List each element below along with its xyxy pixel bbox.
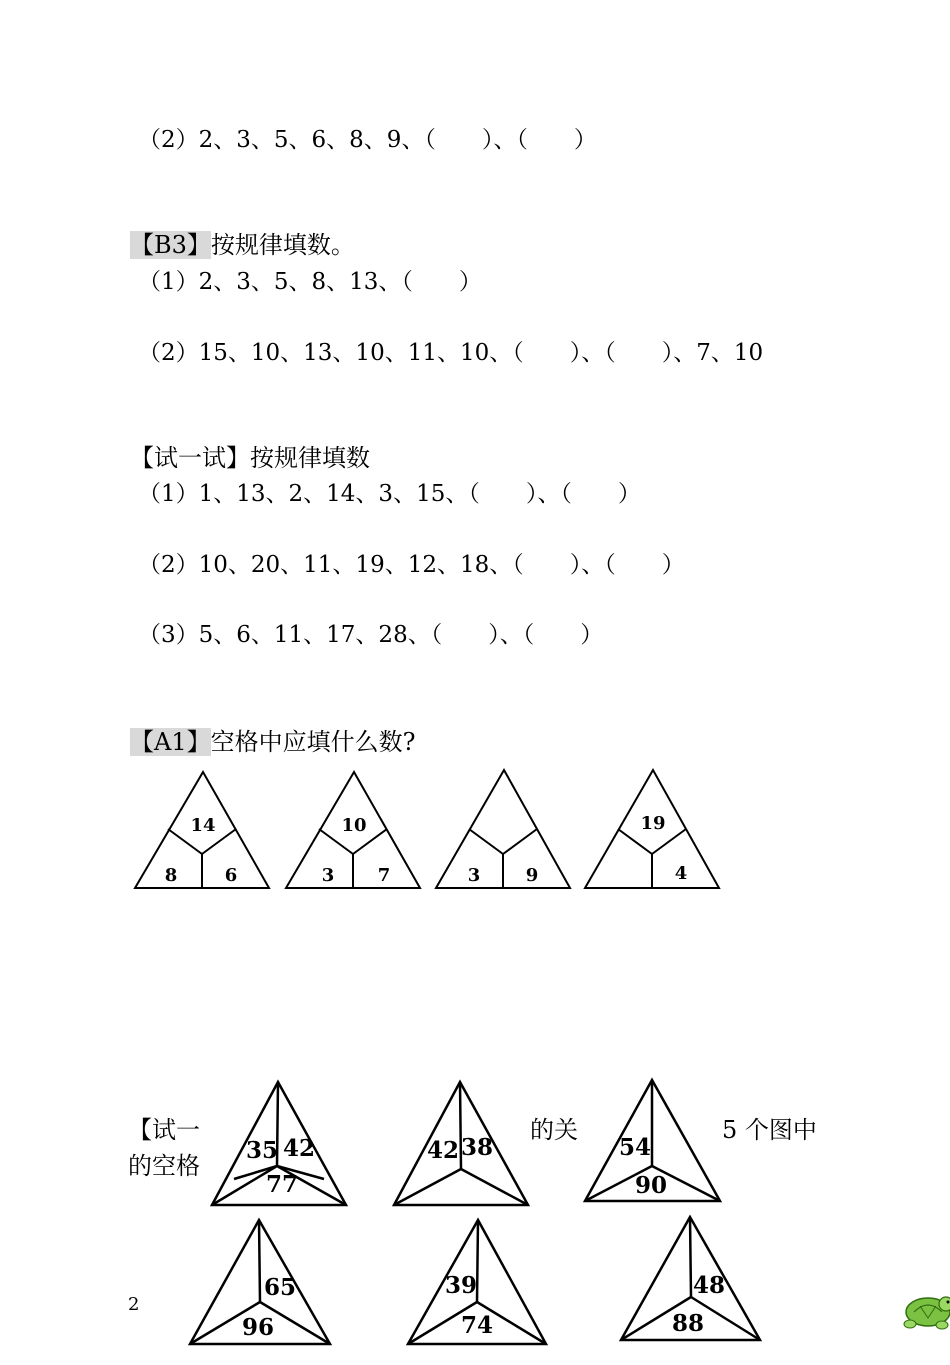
b3-heading bbox=[130, 230, 355, 260]
pyramid-5-left: 39 bbox=[444, 1272, 478, 1299]
a1-t3-right: 9 bbox=[525, 865, 539, 886]
a1-t1-left: 8 bbox=[164, 865, 178, 886]
a1-t2-right: 7 bbox=[377, 865, 391, 886]
try-question-1: （1）1、13、2、14、3、15、（ ）、（ ） bbox=[138, 481, 641, 507]
try2-fragment-d: 5 个图中 bbox=[722, 1116, 817, 1144]
pyramid-6-bottom: 88 bbox=[671, 1310, 705, 1337]
pyramid-1-bottom: 77 bbox=[265, 1171, 299, 1198]
pyramid-5-bottom: 74 bbox=[460, 1312, 494, 1339]
b3-question-1: （1）2、3、5、8、13、（ ） bbox=[138, 269, 482, 295]
try2-fragment-c: 的关 bbox=[530, 1116, 578, 1144]
turtle-icon bbox=[898, 1290, 950, 1332]
pyramid-3-left: 54 bbox=[618, 1134, 652, 1161]
try-heading: 【试一试】按规律填数 bbox=[130, 444, 370, 472]
b3-question-2: （2）15、10、13、10、11、10、（ ）、（ ）、7、10 bbox=[138, 340, 764, 366]
a1-t1-right: 6 bbox=[224, 865, 238, 886]
pyramid-3-bottom: 90 bbox=[634, 1172, 668, 1199]
a1-t2-top: 10 bbox=[341, 815, 367, 836]
pyramid-1-right: 42 bbox=[282, 1135, 316, 1162]
pyramid-6-right: 48 bbox=[692, 1272, 726, 1299]
b3-title: 按规律填数。 bbox=[210, 231, 355, 259]
try-question-3: （3）5、6、11、17、28、（ ）、（ ） bbox=[138, 622, 604, 648]
pyramid-1-left: 35 bbox=[245, 1137, 279, 1164]
a1-heading bbox=[130, 727, 415, 757]
a1-t2-left: 3 bbox=[321, 865, 335, 886]
b3-tag: 【B3】 bbox=[130, 231, 211, 259]
pyramid-figure bbox=[0, 1075, 950, 1365]
pyramid-2-left: 42 bbox=[426, 1137, 460, 1164]
a1-t4-top: 19 bbox=[640, 813, 666, 834]
try2-fragment-a: 【试一 bbox=[128, 1116, 200, 1144]
pyramid-2-right: 38 bbox=[460, 1134, 494, 1161]
a1-t3-left: 3 bbox=[467, 865, 481, 886]
try2-fragment-b: 的空格 bbox=[128, 1152, 200, 1180]
a1-t4-right: 4 bbox=[674, 863, 688, 884]
a1-triangle-figure bbox=[0, 765, 950, 905]
page-number: 2 bbox=[128, 1294, 140, 1315]
a1-tag: 【A1】 bbox=[130, 728, 211, 756]
sequence-question-2: （2）2、3、5、6、8、9、（ ）、（ ） bbox=[138, 127, 597, 153]
pyramid-4-right: 65 bbox=[263, 1274, 297, 1301]
try-question-2: （2）10、20、11、19、12、18、（ ）、（ ） bbox=[138, 552, 685, 578]
pyramid-4-bottom: 96 bbox=[241, 1314, 275, 1341]
a1-t1-top: 14 bbox=[190, 815, 216, 836]
a1-triangle-3 bbox=[436, 770, 570, 888]
a1-title: 空格中应填什么数? bbox=[210, 728, 416, 756]
